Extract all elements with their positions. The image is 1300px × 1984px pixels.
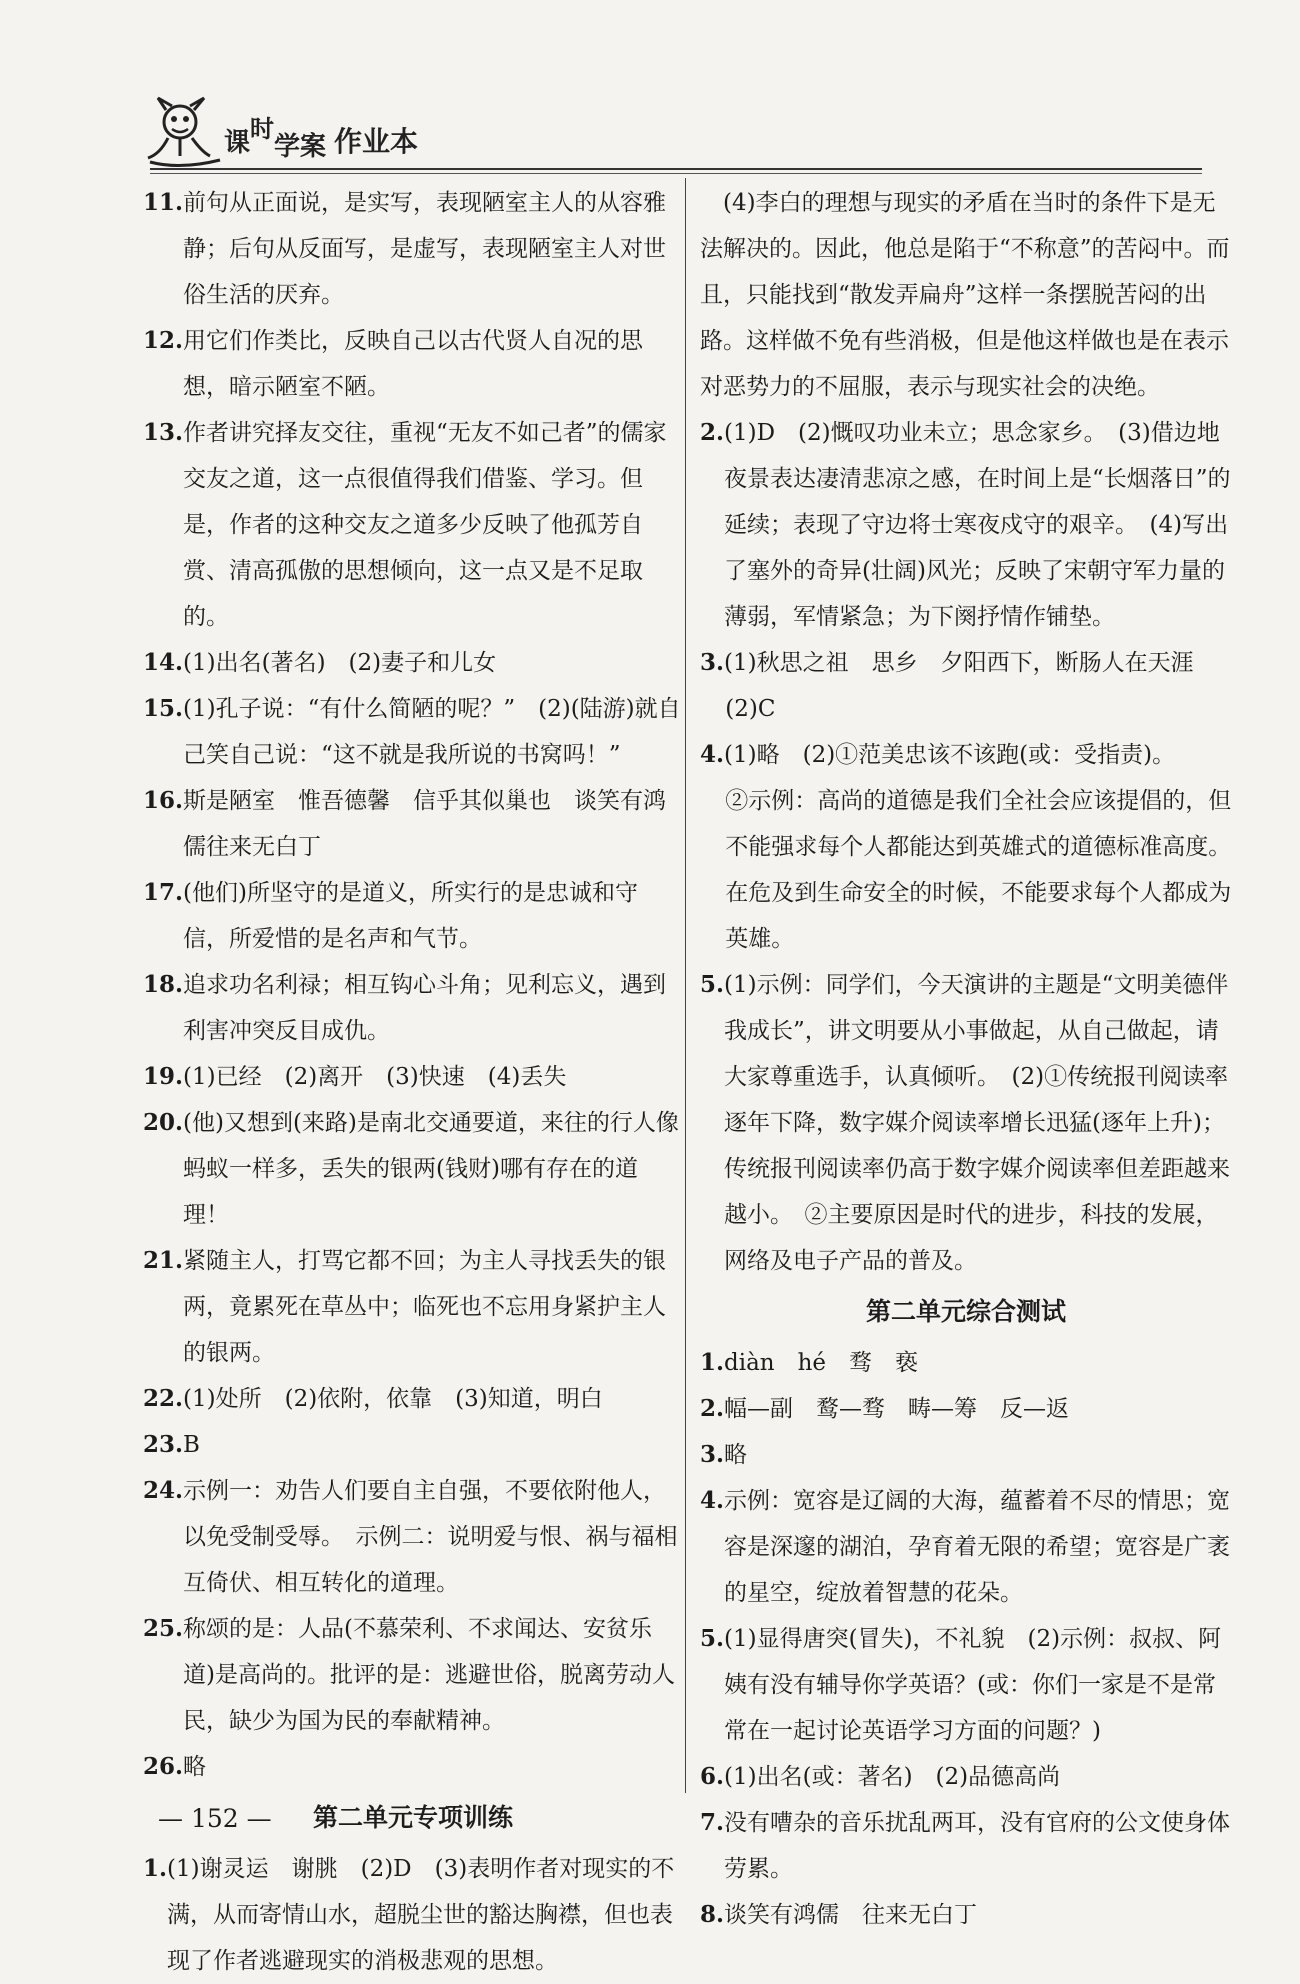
answer-text: 斯是陋室 惟吾德馨 信乎其似巢也 谈笑有鸿儒往来无白丁 <box>183 788 667 860</box>
answer-number: 25. <box>143 1615 184 1642</box>
answer-item <box>143 1238 683 1376</box>
answer-text: (1)略 (2)①范美忠该不该跑(或：受指责)。 <box>724 742 1176 768</box>
answer-number: 22. <box>143 1385 184 1412</box>
header-rule-thin <box>150 173 1202 174</box>
answer-item <box>700 180 1232 410</box>
answer-item <box>700 1478 1232 1616</box>
answer-number: 1. <box>143 1855 168 1882</box>
answer-text: (1)孔子说：“有什么简陋的呢？” (2)(陆游)就自己笑自己说：“这不就是我所说的书窝吗！” <box>183 696 681 768</box>
answer-item <box>143 962 683 1054</box>
answer-item <box>700 778 1232 962</box>
section-title-special-training: 第二单元专项训练 <box>312 1803 513 1832</box>
answer-item <box>700 1340 1232 1386</box>
answer-item <box>143 1054 683 1100</box>
answer-number: 13. <box>143 419 184 446</box>
answer-item <box>700 732 1232 778</box>
answer-number: 23. <box>143 1431 184 1458</box>
answer-number: 26. <box>143 1753 184 1780</box>
answer-item <box>700 1754 1232 1800</box>
answer-number: 17. <box>143 879 184 906</box>
answer-item <box>143 870 683 962</box>
answer-text: (1)出名(或：著名) (2)品德高尚 <box>724 1764 1061 1790</box>
answer-number: 16. <box>143 787 184 814</box>
answer-number: 8. <box>700 1901 725 1928</box>
answer-item <box>143 1100 683 1238</box>
answer-item <box>700 1800 1232 1892</box>
answer-number: 2. <box>700 419 725 446</box>
answer-text: (4)李白的理想与现实的矛盾在当时的条件下是无法解决的。因此，他总是陷于“不称意”的苦闷中。而且，只能找到“散发弄扁舟”这样一条摆脱苦闷的出路。这样做不免有些消极，但是他这样做也是在表示对恶势力的不屈服，表示与现实社会的决绝。 <box>700 190 1230 400</box>
answer-number <box>700 686 725 732</box>
answer-number: 3. <box>700 649 725 676</box>
answer-text: diàn hé 骛 亵 <box>724 1350 919 1376</box>
answer-number: 5. <box>700 971 725 998</box>
answer-text: 示例一：劝告人们要自主自强，不要依附他人，以免受制受辱。 示例二：说明爱与恨、祸与福相互倚伏、相互转化的道理。 <box>183 1478 678 1596</box>
answer-text: (1)处所 (2)依附，依靠 (3)知道，明白 <box>183 1386 603 1412</box>
answer-text: 前句从正面说，是实写，表现陋室主人的从容雅静；后句从反面写，是虚写，表现陋室主人对世俗生活的厌弃。 <box>183 190 667 308</box>
logo-char-1: 课 <box>224 128 251 158</box>
column-divider <box>685 178 686 1793</box>
answer-text: 追求功名利禄；相互钩心斗角；见利忘义，遇到利害冲突反目成仇。 <box>183 972 667 1044</box>
page-number: — 152 — <box>158 1804 272 1833</box>
answer-number: 21. <box>143 1247 184 1274</box>
header-rule <box>150 168 1202 170</box>
answer-text: 称颂的是：人品(不慕荣利、不求闻达、安贫乐道)是高尚的。批评的是：逃避世俗，脱离劳动人民，缺少为国为民的奉献精神。 <box>183 1616 675 1734</box>
answer-text: (1)秋思之祖 思乡 夕阳西下，断肠人在天涯 <box>724 650 1194 676</box>
answer-number: 12. <box>143 327 184 354</box>
answer-number: 3. <box>700 1441 725 1468</box>
answer-text: (1)出名(著名) (2)妻子和儿女 <box>183 650 497 676</box>
answer-number: 24. <box>143 1477 184 1504</box>
answer-item <box>700 1432 1232 1478</box>
answer-text: 略 <box>724 1442 748 1468</box>
answer-number: 15. <box>143 695 184 722</box>
answer-item <box>700 962 1232 1284</box>
answer-number: 1. <box>700 1349 725 1376</box>
answer-number: 4. <box>700 1487 725 1514</box>
answer-item <box>700 1386 1232 1432</box>
answer-item <box>143 1606 683 1744</box>
answer-item <box>700 410 1232 640</box>
answer-text: (1)谢灵运 谢朓 (2)D (3)表明作者对现实的不满，从而寄情山水，超脱尘世的豁达胸襟，但也表现了作者逃避现实的消极悲观的思想。 <box>167 1856 675 1974</box>
answer-text: (1)已经 (2)离开 (3)快速 (4)丢失 <box>183 1064 567 1090</box>
left-column <box>143 180 683 1984</box>
answer-text: 没有嘈杂的音乐扰乱两耳，没有官府的公文使身体劳累。 <box>724 1810 1231 1882</box>
answer-item <box>143 640 683 686</box>
answer-item <box>700 1892 1232 1938</box>
mascot-logo-icon <box>140 92 230 172</box>
answer-item <box>143 1744 683 1790</box>
answer-item <box>143 1422 683 1468</box>
answer-item <box>143 410 683 640</box>
page-header <box>140 92 1200 172</box>
answer-item <box>143 1468 683 1606</box>
answer-number <box>700 778 725 962</box>
answer-text: 作者讲究择友交往，重视“无友不如己者”的儒家交友之道，这一点很值得我们借鉴、学习。但是，作者的这种交友之道多少反映了他孤芳自赏、清高孤傲的思想倾向，这一点又是不足取的。 <box>183 420 667 630</box>
answer-text: 幅—副 鹜—骛 畴—筹 反—返 <box>724 1396 1070 1422</box>
answer-number: 11. <box>143 189 184 216</box>
answer-text: (1)D (2)慨叹功业未立；思念家乡。 (3)借边地夜景表达凄清悲凉之感，在时间上是“长烟落日”的延续；表现了守边将士寒夜戍守的艰辛。 (4)写出了塞外的奇异(壮阔)风光；反映了宋朝守军力量的薄弱，军情紧急；为下阕抒情作铺垫。 <box>724 420 1231 630</box>
answer-number: 4. <box>700 741 725 768</box>
right-column <box>700 180 1232 1938</box>
answer-number: 6. <box>700 1763 725 1790</box>
answer-item <box>700 1616 1232 1754</box>
answer-text: (1)示例：同学们，今天演讲的主题是“文明美德伴我成长”，讲文明要从小事做起，从自己做起，请大家尊重选手，认真倾听。 (2)①传统报刊阅读率逐年下降，数字媒介阅读率增长迅猛(逐年上升)；传统报刊阅读率仍高于数字媒介阅读率但差距越来越小。 ②主要原因是时代的进步，科技的发展，网络及电子产品的普及。 <box>724 972 1231 1274</box>
answer-item <box>143 318 683 410</box>
answer-text: (2)C <box>725 696 776 722</box>
logo-book-title: 作业本 <box>334 125 419 158</box>
answer-text: 用它们作类比，反映自己以古代贤人自况的思想，暗示陋室不陋。 <box>183 328 644 400</box>
answer-number: 7. <box>700 1809 725 1836</box>
answer-text: B <box>183 1432 200 1458</box>
answer-item <box>143 686 683 778</box>
answer-item <box>700 640 1232 686</box>
answer-number: 2. <box>700 1395 725 1422</box>
answer-text: 示例：宽容是辽阔的大海，蕴蓄着不尽的情思；宽容是深邃的湖泊，孕育着无限的希望；宽容是广袤的星空，绽放着智慧的花朵。 <box>724 1488 1231 1606</box>
answer-item <box>143 180 683 318</box>
answer-item <box>700 686 1232 732</box>
answer-number: 18. <box>143 971 184 998</box>
answer-text: 谈笑有鸿儒 往来无白丁 <box>724 1902 978 1928</box>
answer-number: 20. <box>143 1109 184 1136</box>
answer-item <box>143 1846 683 1984</box>
logo-char-2: 时 <box>250 115 275 143</box>
section-title-comprehensive-test: 第二单元综合测试 <box>865 1297 1066 1326</box>
answer-text: 略 <box>183 1754 207 1780</box>
answer-text: ②示例：高尚的道德是我们全社会应该提倡的，但不能强求每个人都能达到英雄式的道德标准高度。在危及到生命安全的时候，不能要求每个人都成为英雄。 <box>725 788 1232 952</box>
answer-text: (1)显得唐突(冒失)，不礼貌 (2)示例：叔叔、阿姨有没有辅导你学英语？(或：你们一家是不是常常在一起讨论英语学习方面的问题？) <box>724 1626 1222 1744</box>
answer-text: (他们)所坚守的是道义，所实行的是忠诚和守信，所爱惜的是名声和气节。 <box>183 880 638 952</box>
answer-text: 紧随主人，打骂它都不回；为主人寻找丢失的银两，竟累死在草丛中；临死也不忘用身紧护主人的银两。 <box>183 1248 667 1366</box>
logo-char-3: 学案 <box>274 132 327 162</box>
answer-item <box>143 778 683 870</box>
answer-number: 19. <box>143 1063 184 1090</box>
answer-number: 5. <box>700 1625 725 1652</box>
answer-item <box>143 1376 683 1422</box>
answer-text: (他)又想到(来路)是南北交通要道，来往的行人像蚂蚁一样多，丢失的银两(钱财)哪有存在的道理！ <box>183 1110 679 1228</box>
book-series-logo <box>224 115 419 162</box>
answer-number: 14. <box>143 649 184 676</box>
